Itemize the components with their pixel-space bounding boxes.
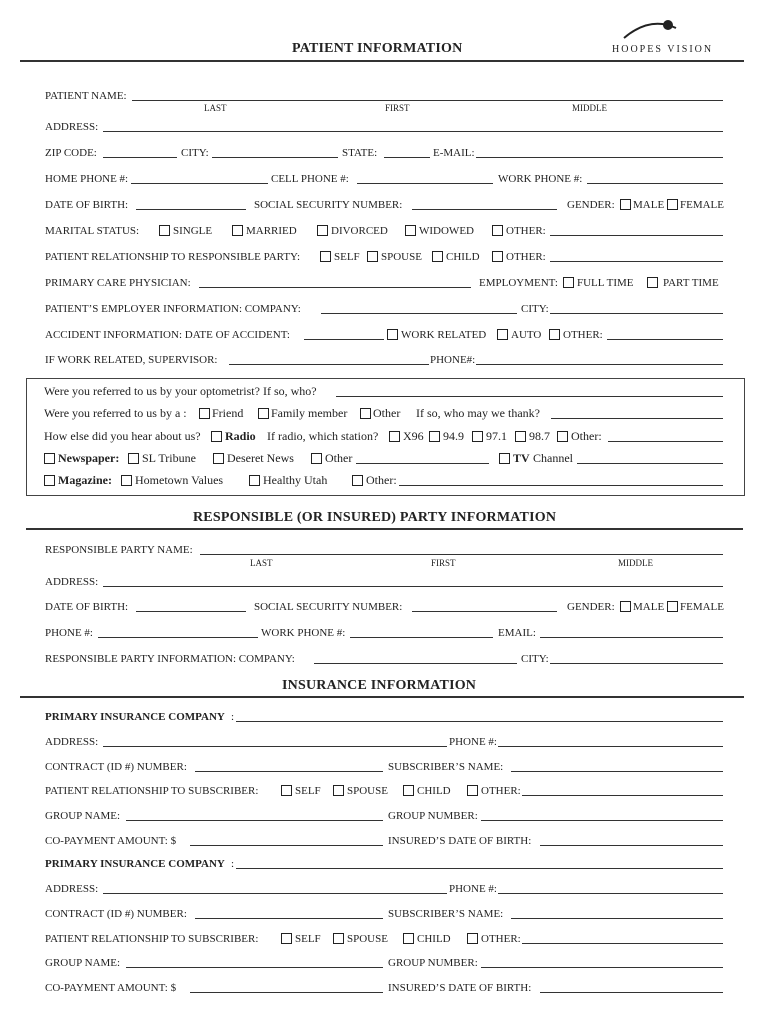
cell-phone-field[interactable]	[357, 183, 493, 184]
primary-subscriber-label: SUBSCRIBER’S NAME:	[388, 761, 504, 773]
widowed-option-label: WIDOWED	[419, 225, 474, 237]
widowed-checkbox[interactable]	[405, 225, 416, 236]
secondary-phone-field[interactable]	[498, 893, 723, 894]
secondary-insured-dob-field[interactable]	[540, 992, 723, 993]
secondary-group-number-field[interactable]	[481, 967, 723, 968]
accident-other-field[interactable]	[607, 339, 723, 340]
primary-company-field[interactable]	[236, 721, 723, 722]
optometrist-field[interactable]	[336, 396, 723, 397]
station-other-field[interactable]	[608, 441, 723, 442]
relationship-other-checkbox[interactable]	[492, 251, 503, 262]
newspaper-checkbox[interactable]	[44, 453, 55, 464]
full-time-checkbox[interactable]	[563, 277, 574, 288]
header-rule	[20, 60, 744, 62]
secondary-contract-label: CONTRACT (ID #) NUMBER:	[45, 908, 187, 920]
responsible-name-field[interactable]	[200, 554, 723, 555]
secondary-group-number-label: GROUP NUMBER:	[388, 957, 478, 969]
responsible-section-title: RESPONSIBLE (OR INSURED) PARTY INFORMATION	[193, 510, 557, 525]
responsible-female-label: FEMALE	[680, 601, 724, 613]
friend-checkbox[interactable]	[199, 408, 210, 419]
employer-city-label: CITY:	[521, 303, 549, 315]
primary-address-field[interactable]	[103, 746, 447, 747]
divorced-option-label: DIVORCED	[331, 225, 388, 237]
auto-checkbox[interactable]	[497, 329, 508, 340]
secondary-spouse-label: SPOUSE	[347, 933, 388, 945]
primary-contract-field[interactable]	[195, 771, 383, 772]
secondary-company-label: PRIMARY INSURANCE COMPANY	[45, 858, 225, 870]
primary-other-field[interactable]	[522, 795, 723, 796]
supervisor-label: IF WORK RELATED, SUPERVISOR:	[45, 354, 218, 366]
insurance-rule	[20, 696, 744, 698]
tv-checkbox[interactable]	[499, 453, 510, 464]
male-checkbox[interactable]	[620, 199, 631, 210]
responsible-dob-field[interactable]	[136, 611, 246, 612]
responsible-work-phone-label: WORK PHONE #:	[261, 627, 346, 639]
primary-spouse-checkbox[interactable]	[333, 785, 344, 796]
supervisor-field[interactable]	[229, 364, 429, 365]
referral-other-checkbox[interactable]	[360, 408, 371, 419]
radio-label: Radio	[225, 429, 256, 443]
secondary-address-field[interactable]	[103, 893, 447, 894]
male-option-label: MALE	[633, 199, 665, 211]
home-phone-field[interactable]	[131, 183, 268, 184]
primary-contract-label: CONTRACT (ID #) NUMBER:	[45, 761, 187, 773]
magazine-label: Magazine:	[58, 473, 112, 487]
secondary-other-label: OTHER:	[481, 933, 521, 945]
primary-company-label: PRIMARY INSURANCE COMPANY	[45, 711, 225, 723]
relationship-spouse-label: SPOUSE	[381, 251, 422, 263]
secondary-insured-dob-label: INSURED’S DATE OF BIRTH:	[388, 982, 532, 994]
family-label: Family member	[271, 406, 348, 420]
relationship-self-checkbox[interactable]	[320, 251, 331, 262]
station-other-checkbox[interactable]	[557, 431, 568, 442]
marital-other-label: OTHER:	[506, 225, 546, 237]
secondary-contract-field[interactable]	[195, 918, 383, 919]
zip-label: ZIP CODE:	[45, 147, 97, 159]
female-checkbox[interactable]	[667, 199, 678, 210]
hometown-label: Hometown Values	[135, 473, 224, 487]
pcp-field[interactable]	[199, 287, 471, 288]
primary-self-checkbox[interactable]	[281, 785, 292, 796]
responsible-company-field[interactable]	[314, 663, 517, 664]
marital-other-checkbox[interactable]	[492, 225, 503, 236]
magazine-other-label: Other:	[366, 473, 397, 487]
magazine-other-field[interactable]	[399, 485, 723, 486]
insurance-section-title: INSURANCE INFORMATION	[282, 678, 477, 693]
zip-field[interactable]	[103, 157, 177, 158]
auto-label: AUTO	[511, 329, 542, 341]
s949-checkbox[interactable]	[429, 431, 440, 442]
secondary-group-name-label: GROUP NAME:	[45, 957, 121, 969]
magazine-checkbox[interactable]	[44, 475, 55, 486]
responsible-name-label: RESPONSIBLE PARTY NAME:	[45, 544, 193, 556]
hometown-checkbox[interactable]	[121, 475, 132, 486]
email-field[interactable]	[476, 157, 723, 158]
single-checkbox[interactable]	[159, 225, 170, 236]
first-caption: FIRST	[385, 103, 410, 113]
secondary-copay-field[interactable]	[190, 992, 383, 993]
state-field[interactable]	[384, 157, 430, 158]
primary-self-label: SELF	[295, 785, 321, 797]
responsible-ssn-label: SOCIAL SECURITY NUMBER:	[254, 601, 403, 613]
secondary-self-checkbox[interactable]	[281, 933, 292, 944]
address-field[interactable]	[103, 131, 723, 132]
relationship-child-checkbox[interactable]	[432, 251, 443, 262]
responsible-ssn-field[interactable]	[412, 611, 557, 612]
responsible-last-caption: LAST	[250, 558, 273, 568]
primary-address-label: ADDRESS:	[45, 736, 99, 748]
x96-label: X96	[403, 429, 424, 443]
supervisor-phone-field[interactable]	[476, 364, 723, 365]
thank-field[interactable]	[551, 418, 723, 419]
primary-group-number-label: GROUP NUMBER:	[388, 810, 478, 822]
station-other-label: Other:	[571, 429, 602, 443]
s987-checkbox[interactable]	[515, 431, 526, 442]
sl-tribune-label: SL Tribune	[142, 451, 196, 465]
employment-label: EMPLOYMENT:	[479, 277, 558, 289]
how-heard-label: How else did you hear about us?	[44, 429, 201, 443]
female-option-label: FEMALE	[680, 199, 724, 211]
responsible-rule	[26, 528, 743, 530]
employer-city-field[interactable]	[550, 313, 723, 314]
ssn-field[interactable]	[412, 209, 557, 210]
responsible-work-phone-field[interactable]	[350, 637, 493, 638]
responsible-male-checkbox[interactable]	[620, 601, 631, 612]
relationship-child-label: CHILD	[446, 251, 480, 263]
healthy-utah-checkbox[interactable]	[249, 475, 260, 486]
accident-label: ACCIDENT INFORMATION: DATE OF ACCIDENT:	[45, 329, 290, 341]
primary-spouse-label: SPOUSE	[347, 785, 388, 797]
accident-other-checkbox[interactable]	[549, 329, 560, 340]
employer-field[interactable]	[321, 313, 517, 314]
secondary-child-checkbox[interactable]	[403, 933, 414, 944]
city-label: CITY:	[181, 147, 209, 159]
family-checkbox[interactable]	[258, 408, 269, 419]
secondary-company-colon: :	[231, 858, 235, 870]
responsible-address-field[interactable]	[103, 586, 723, 587]
secondary-other-checkbox[interactable]	[467, 933, 478, 944]
patient-name-field[interactable]	[132, 100, 723, 101]
responsible-email-label: EMAIL:	[498, 627, 536, 639]
responsible-city-label: CITY:	[521, 653, 549, 665]
primary-phone-label: PHONE #:	[449, 736, 497, 748]
married-option-label: MARRIED	[246, 225, 297, 237]
relationship-other-field[interactable]	[550, 261, 723, 262]
deseret-label: Deseret News	[227, 451, 294, 465]
tv-channel-field[interactable]	[577, 463, 723, 464]
s949-label: 94.9	[443, 429, 464, 443]
work-phone-field[interactable]	[587, 183, 723, 184]
patient-name-label: PATIENT NAME:	[45, 90, 127, 102]
primary-relationship-label: PATIENT RELATIONSHIP TO SUBSCRIBER:	[45, 785, 259, 797]
secondary-self-label: SELF	[295, 933, 321, 945]
primary-insured-dob-label: INSURED’S DATE OF BIRTH:	[388, 835, 532, 847]
married-checkbox[interactable]	[232, 225, 243, 236]
responsible-gender-label: GENDER:	[567, 601, 615, 613]
newspaper-other-field[interactable]	[356, 463, 489, 464]
supervisor-phone-label: PHONE#:	[430, 354, 476, 366]
relationship-label: PATIENT RELATIONSHIP TO RESPONSIBLE PARTY:	[45, 251, 301, 263]
optometrist-label: Were you referred to us by your optometrist? If so, who?	[44, 384, 317, 398]
responsible-phone-field[interactable]	[98, 637, 258, 638]
primary-group-name-field[interactable]	[126, 820, 383, 821]
radio-checkbox[interactable]	[211, 431, 222, 442]
gender-label: GENDER:	[567, 199, 615, 211]
relationship-other-label: OTHER:	[506, 251, 546, 263]
secondary-address-label: ADDRESS:	[45, 883, 99, 895]
primary-group-name-label: GROUP NAME:	[45, 810, 121, 822]
newspaper-other-checkbox[interactable]	[311, 453, 322, 464]
responsible-middle-caption: MIDDLE	[618, 558, 653, 568]
s971-label: 97.1	[486, 429, 507, 443]
secondary-phone-label: PHONE #:	[449, 883, 497, 895]
address-label: ADDRESS:	[45, 121, 99, 133]
city-field[interactable]	[212, 157, 338, 158]
secondary-copay-label: CO-PAYMENT AMOUNT: $	[45, 982, 177, 994]
marital-status-label: MARITAL STATUS:	[45, 225, 140, 237]
work-related-label: WORK RELATED	[401, 329, 487, 341]
tv-label: TV	[513, 451, 530, 465]
thank-label: If so, who may we thank?	[416, 406, 540, 420]
accident-date-field[interactable]	[304, 339, 384, 340]
primary-insured-dob-field[interactable]	[540, 845, 723, 846]
home-phone-label: HOME PHONE #:	[45, 173, 129, 185]
part-time-label: PART TIME	[663, 277, 719, 289]
responsible-address-label: ADDRESS:	[45, 576, 99, 588]
responsible-male-label: MALE	[633, 601, 665, 613]
work-phone-label: WORK PHONE #:	[498, 173, 583, 185]
primary-other-label: OTHER:	[481, 785, 521, 797]
secondary-other-field[interactable]	[522, 943, 723, 944]
responsible-female-checkbox[interactable]	[667, 601, 678, 612]
secondary-child-label: CHILD	[417, 933, 451, 945]
brand-name: HOOPES VISION	[612, 44, 714, 55]
secondary-relationship-label: PATIENT RELATIONSHIP TO SUBSCRIBER:	[45, 933, 259, 945]
referred-by-label: Were you referred to us by a :	[44, 406, 187, 420]
secondary-company-field[interactable]	[236, 868, 723, 869]
primary-company-colon: :	[231, 711, 235, 723]
ssn-label: SOCIAL SECURITY NUMBER:	[254, 199, 403, 211]
newspaper-label: Newspaper:	[58, 451, 120, 465]
secondary-group-name-field[interactable]	[126, 967, 383, 968]
friend-label: Friend	[212, 406, 244, 420]
employer-label: PATIENT’S EMPLOYER INFORMATION: COMPANY:	[45, 303, 301, 315]
secondary-subscriber-label: SUBSCRIBER’S NAME:	[388, 908, 504, 920]
responsible-first-caption: FIRST	[431, 558, 456, 568]
healthy-utah-label: Healthy Utah	[263, 473, 328, 487]
newspaper-other-label: Other	[325, 451, 353, 465]
part-time-checkbox[interactable]	[647, 277, 658, 288]
referral-other-label: Other	[373, 406, 401, 420]
primary-copay-label: CO-PAYMENT AMOUNT: $	[45, 835, 177, 847]
responsible-city-field[interactable]	[550, 663, 723, 664]
relationship-self-label: SELF	[334, 251, 360, 263]
magazine-other-checkbox[interactable]	[352, 475, 363, 486]
email-label: E-MAIL:	[433, 147, 475, 159]
primary-subscriber-field[interactable]	[511, 771, 723, 772]
relationship-spouse-checkbox[interactable]	[367, 251, 378, 262]
primary-group-number-field[interactable]	[481, 820, 723, 821]
channel-label: Channel	[533, 451, 573, 465]
primary-phone-field[interactable]	[498, 746, 723, 747]
primary-other-checkbox[interactable]	[467, 785, 478, 796]
s987-label: 98.7	[529, 429, 550, 443]
pcp-label: PRIMARY CARE PHYSICIAN:	[45, 277, 191, 289]
primary-child-label: CHILD	[417, 785, 451, 797]
s971-checkbox[interactable]	[472, 431, 483, 442]
x96-checkbox[interactable]	[389, 431, 400, 442]
state-label: STATE:	[342, 147, 378, 159]
full-time-label: FULL TIME	[577, 277, 634, 289]
responsible-company-label: RESPONSIBLE PARTY INFORMATION: COMPANY:	[45, 653, 295, 665]
secondary-subscriber-field[interactable]	[511, 918, 723, 919]
secondary-spouse-checkbox[interactable]	[333, 933, 344, 944]
marital-other-field[interactable]	[550, 235, 723, 236]
divorced-checkbox[interactable]	[317, 225, 328, 236]
single-option-label: SINGLE	[173, 225, 213, 237]
primary-child-checkbox[interactable]	[403, 785, 414, 796]
work-related-checkbox[interactable]	[387, 329, 398, 340]
responsible-dob-label: DATE OF BIRTH:	[45, 601, 129, 613]
cell-phone-label: CELL PHONE #:	[271, 173, 349, 185]
responsible-email-field[interactable]	[540, 637, 723, 638]
dob-label: DATE OF BIRTH:	[45, 199, 129, 211]
responsible-phone-label: PHONE #:	[45, 627, 93, 639]
sl-tribune-checkbox[interactable]	[128, 453, 139, 464]
accident-other-label: OTHER:	[563, 329, 603, 341]
dob-field[interactable]	[136, 209, 246, 210]
station-label: If radio, which station?	[267, 429, 379, 443]
middle-caption: MIDDLE	[572, 103, 607, 113]
deseret-checkbox[interactable]	[213, 453, 224, 464]
primary-copay-field[interactable]	[190, 845, 383, 846]
last-caption: LAST	[204, 103, 227, 113]
page-title: PATIENT INFORMATION	[292, 41, 463, 56]
eye-swoosh-icon	[620, 14, 680, 42]
